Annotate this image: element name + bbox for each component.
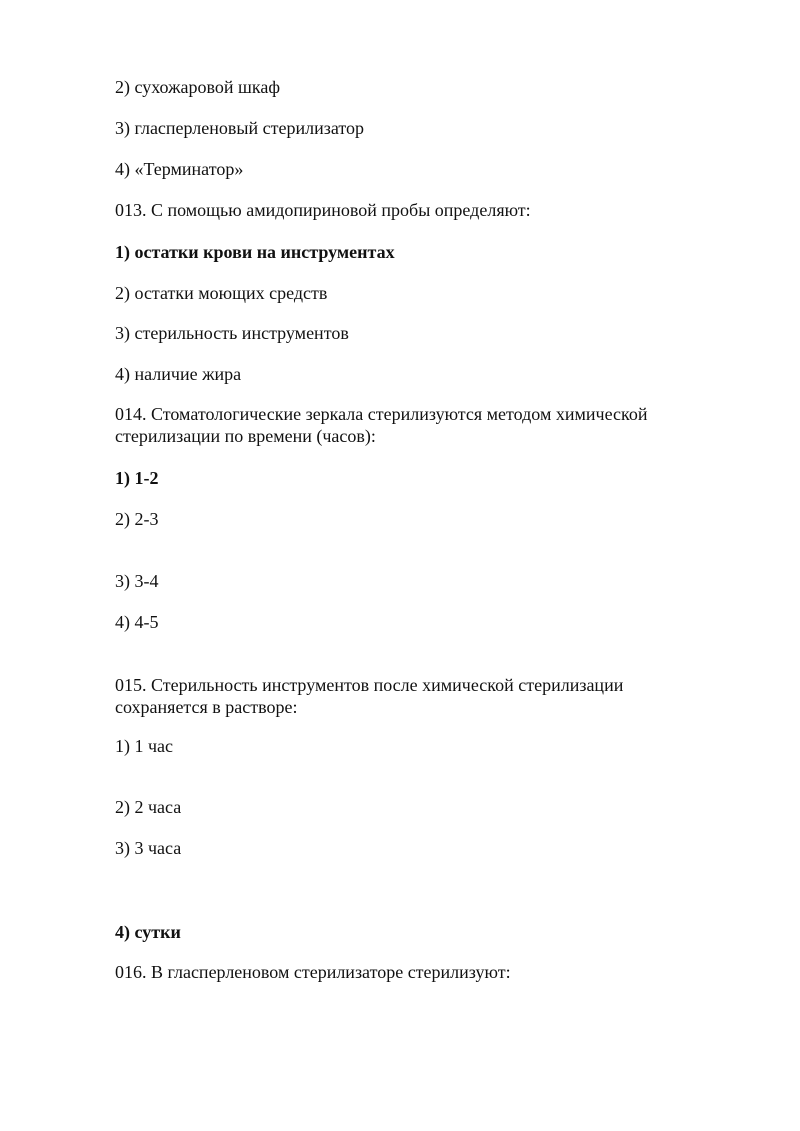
question-015: 015. Стерильность инструментов после химической стерилизации сохраняется в растворе: (115, 675, 624, 717)
answer-line: 4) 4-5 (115, 612, 159, 632)
answer-line: 2) 2 часа (115, 797, 182, 817)
question-013: 013. С помощью амидопириновой пробы определяют: (115, 200, 531, 220)
answer-line: 3) 3 часа (115, 838, 182, 858)
answer-line: 3) 3-4 (115, 571, 159, 591)
answer-line: 4) наличие жира (115, 364, 242, 384)
answer-line: 3) гласперленовый стерилизатор (115, 118, 364, 138)
answer-line: 2) сухожаровой шкаф (115, 77, 281, 97)
answer-line: 2) остатки моющих средств (115, 283, 328, 303)
question-014: 014. Стоматологические зеркала стерилизуются методом химической стерилизации по времени (часов): (115, 404, 648, 446)
answer-line: 3) стерильность инструментов (115, 323, 349, 343)
answer-line: 1) 1 час (115, 736, 174, 756)
answer-line: 2) 2-3 (115, 509, 159, 529)
correct-answer-line: 1) 1-2 (115, 468, 159, 488)
answer-line: 4) «Терминатор» (115, 159, 244, 179)
correct-answer-line: 1) остатки крови на инструментах (115, 242, 395, 262)
question-016: 016. В гласперленовом стерилизаторе стерилизуют: (115, 962, 511, 982)
correct-answer-line: 4) сутки (115, 922, 181, 942)
